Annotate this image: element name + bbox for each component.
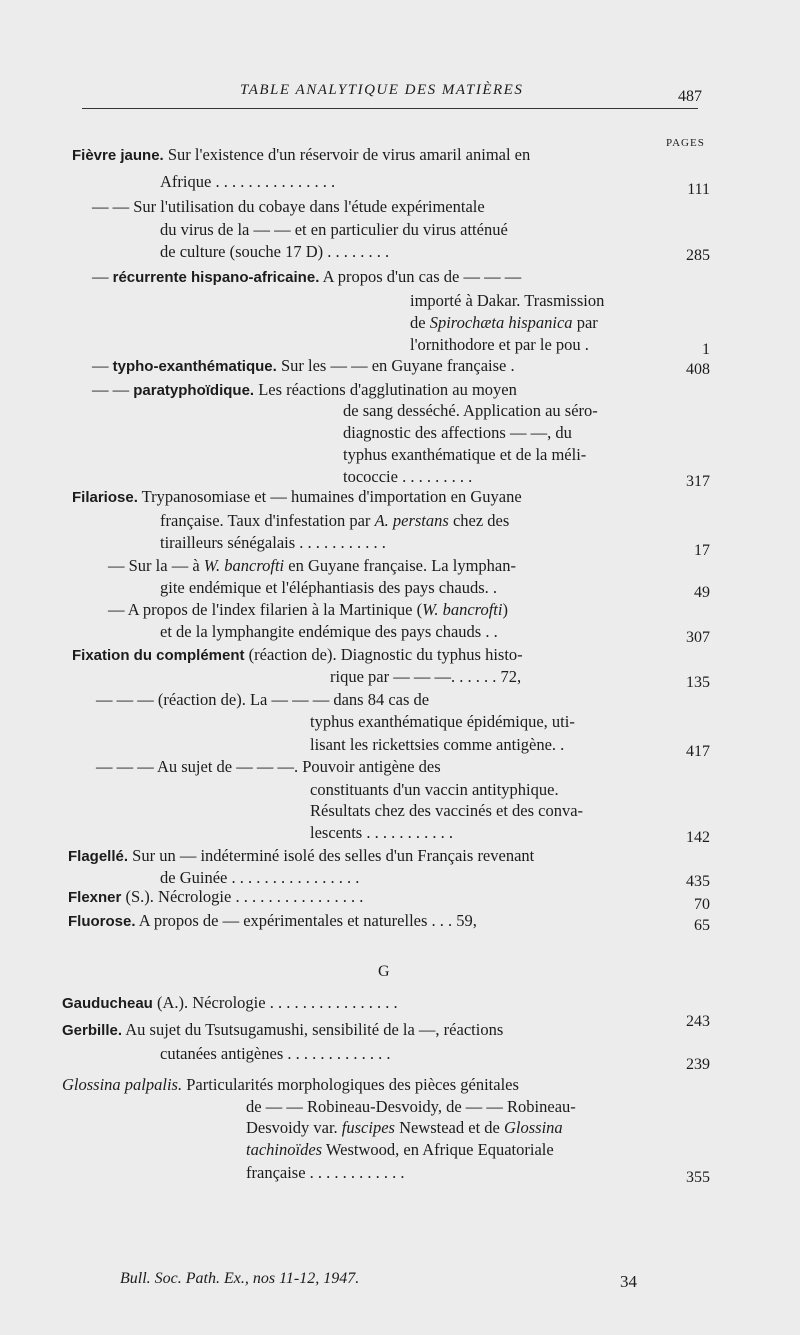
- page-ref: 435: [686, 873, 710, 890]
- dash-prefix: — —: [92, 197, 134, 216]
- entry-heading: Fluorose.: [68, 913, 136, 930]
- entry-text: Afrique . . . . . . . . . . . . . . .: [160, 172, 336, 191]
- index-line: [160, 242, 389, 262]
- page-ref: 65: [694, 917, 710, 934]
- entry-text: Résultats chez des vaccinés et des conva-: [310, 801, 584, 820]
- page-ref: 70: [694, 896, 710, 913]
- index-line: [96, 690, 429, 710]
- index-line: [96, 757, 441, 777]
- index-line: [160, 578, 497, 598]
- page-ref: 135: [686, 674, 710, 691]
- index-line: [310, 712, 575, 732]
- entry-text-cont: Newstead et de: [394, 1118, 504, 1137]
- entry-text: et de la lymphangite endémique des pays chauds . .: [160, 622, 498, 641]
- entry-heading: paratyphoïdique.: [133, 382, 255, 399]
- index-line: [108, 556, 516, 576]
- index-line: [68, 887, 363, 908]
- entry-text-cont: en Guyane française. La lymphan-: [284, 556, 516, 575]
- entry-text: constituants d'un vaccin antityphique.: [310, 780, 559, 799]
- entry-text: (réaction de). Diagnostic du typhus histo-: [244, 645, 523, 664]
- entry-text: Trypanosomiase et — humaines d'importation en Guyane: [137, 487, 522, 506]
- entry-text: rique par — — —. . . . . . 72,: [330, 667, 522, 686]
- index-line: [310, 735, 564, 755]
- entry-text-cont: ): [502, 600, 508, 619]
- entry-text: française . . . . . . . . . . . .: [246, 1163, 405, 1182]
- page-ref: 417: [686, 743, 710, 760]
- index-line: [92, 267, 521, 288]
- index-line: [410, 335, 589, 355]
- entry-italic-heading: Glossina palpalis.: [62, 1075, 183, 1094]
- page-ref: 307: [686, 629, 710, 646]
- dash-prefix: —: [108, 556, 129, 575]
- page-ref: 49: [694, 584, 710, 601]
- index-line: [62, 993, 398, 1014]
- index-line: [72, 145, 530, 166]
- entry-text: typhus exanthématique et de la méli-: [343, 445, 587, 464]
- index-line: [246, 1140, 554, 1160]
- entry-text: cutanées antigènes . . . . . . . . . . . . .: [160, 1044, 391, 1063]
- index-line: [62, 1075, 519, 1095]
- page-ref: 142: [686, 829, 710, 846]
- entry-text: de culture (souche 17 D) . . . . . . . .: [160, 242, 390, 261]
- entry-text: Westwood, en Afrique Equatoriale: [322, 1140, 554, 1159]
- entry-text: Particularités morphologiques des pièces génitales: [182, 1075, 519, 1094]
- index-line: [310, 801, 583, 821]
- dash-prefix: — — —: [96, 690, 158, 709]
- section-letter: G: [378, 963, 390, 980]
- entry-text: Desvoidy var.: [246, 1118, 342, 1137]
- entry-heading: Fièvre jaune.: [72, 147, 164, 164]
- entry-text: tococcie . . . . . . . . .: [343, 467, 473, 486]
- entry-text: de sang desséché. Application au séro-: [343, 401, 598, 420]
- entry-text: française. Taux d'infestation par: [160, 511, 375, 530]
- page-ref: 239: [686, 1056, 710, 1073]
- page-ref: 355: [686, 1169, 710, 1186]
- italic-term: A. perstans: [374, 511, 449, 530]
- index-line: [72, 645, 523, 666]
- index-line: [92, 356, 515, 377]
- page-ref: 1: [702, 341, 710, 358]
- pages-column-label: PAGES: [666, 137, 705, 149]
- dash-prefix: — — —: [96, 757, 157, 776]
- index-line: [160, 511, 509, 531]
- entry-text: typhus exanthématique épidémique, uti-: [310, 712, 575, 731]
- index-line: [310, 823, 453, 843]
- entry-text: Sur l'existence d'un réservoir de virus amaril animal en: [163, 145, 531, 164]
- entry-text: A propos d'un cas de — — —: [319, 267, 522, 286]
- index-line: [246, 1163, 405, 1183]
- index-line: [246, 1118, 563, 1138]
- index-line: [160, 172, 335, 192]
- entry-text: Au sujet du Tsutsugamushi, sensibilité de la —, réactions: [122, 1020, 504, 1039]
- entry-heading: typho-exanthématique.: [112, 358, 277, 375]
- running-header: TABLE ANALYTIQUE DES MATIÈRES: [240, 82, 524, 98]
- footer-citation: Bull. Soc. Path. Ex., nos 11-12, 1947.: [120, 1270, 360, 1287]
- index-line: [62, 1020, 503, 1041]
- italic-term: W. bancrofti: [422, 600, 503, 619]
- index-line: [108, 600, 508, 620]
- entry-text: (réaction de). La — — — dans 84 cas de: [157, 690, 430, 709]
- index-line: [330, 667, 521, 687]
- page-ref: 285: [686, 247, 710, 264]
- entry-text: l'ornithodore et par le pou .: [410, 335, 589, 354]
- index-line: [68, 911, 477, 932]
- entry-text: de: [410, 313, 430, 332]
- page-ref: 111: [687, 181, 710, 198]
- dash-prefix: —: [108, 600, 128, 619]
- index-line: [343, 423, 572, 443]
- dash-prefix: —: [92, 267, 113, 286]
- index-line: [160, 868, 359, 888]
- entry-italic-heading: tachinoïdes: [246, 1140, 323, 1159]
- entry-text: Sur les — — en Guyane française .: [276, 356, 515, 375]
- entry-text: lescents . . . . . . . . . . .: [310, 823, 453, 842]
- index-line: [160, 622, 498, 642]
- italic-term: fuscipes: [341, 1118, 395, 1137]
- index-line: [410, 291, 604, 311]
- entry-text: (S.). Nécrologie . . . . . . . . . . . . . . . .: [121, 887, 364, 906]
- page-number: 487: [678, 88, 702, 105]
- entry-text: A propos de — expérimentales et naturelles . . . 59,: [135, 911, 477, 930]
- page-ref: 17: [694, 542, 710, 559]
- index-line: [343, 401, 598, 421]
- index-line: [160, 533, 386, 553]
- index-line: [310, 780, 559, 800]
- entry-heading: Flexner: [68, 889, 122, 906]
- entry-text: lisant les rickettsies comme antigène. .: [310, 735, 565, 754]
- page-ref: 408: [686, 361, 710, 378]
- index-line: [160, 1044, 390, 1064]
- entry-text: gite endémique et l'éléphantiasis des pays chauds. .: [160, 578, 498, 597]
- entry-text: de Guinée . . . . . . . . . . . . . . . .: [160, 868, 360, 887]
- entry-heading: Gauducheau: [62, 995, 153, 1012]
- page-ref: 317: [686, 473, 710, 490]
- page-ref: 243: [686, 1013, 710, 1030]
- entry-text-cont: chez des: [448, 511, 510, 530]
- entry-text: Sur l'utilisation du cobaye dans l'étude expérimentale: [133, 197, 485, 216]
- entry-text: tirailleurs sénégalais . . . . . . . . . . .: [160, 533, 386, 552]
- entry-text: (A.). Nécrologie . . . . . . . . . . . . . . . .: [152, 993, 398, 1012]
- header-rule: [82, 108, 698, 109]
- entry-heading: récurrente hispano-africaine.: [112, 269, 320, 286]
- entry-text: Au sujet de — — —. Pouvoir antigène des: [156, 757, 441, 776]
- index-line: [68, 846, 534, 867]
- entry-heading: Filariose.: [72, 489, 138, 506]
- footer-signature: 34: [620, 1272, 637, 1291]
- index-line: [410, 313, 598, 333]
- index-line: [343, 445, 586, 465]
- index-line: [92, 197, 485, 217]
- entry-text: Sur un — indéterminé isolé des selles d'un Français revenant: [128, 846, 535, 865]
- entry-text: diagnostic des affections — —, du: [343, 423, 572, 442]
- italic-term: W. bancrofti: [203, 556, 285, 575]
- dash-prefix: — —: [92, 380, 134, 399]
- entry-text: A propos de l'index filarien à la Martinique (: [127, 600, 423, 619]
- entry-text: Sur la — à: [128, 556, 204, 575]
- entry-text: du virus de la — — et en particulier du virus atténué: [160, 220, 508, 239]
- index-line: [343, 467, 472, 487]
- entry-text: Les réactions d'agglutination au moyen: [254, 380, 517, 399]
- italic-term-2: Glossina: [504, 1118, 563, 1137]
- entry-text-cont: par: [572, 313, 598, 332]
- index-line: [160, 220, 508, 240]
- italic-term: Spirochæta hispanica: [429, 313, 573, 332]
- dash-prefix: —: [92, 356, 113, 375]
- index-line: [246, 1097, 576, 1117]
- entry-heading: Gerbille.: [62, 1022, 123, 1039]
- entry-text: importé à Dakar. Trasmission: [410, 291, 605, 310]
- entry-heading: Fixation du complément: [72, 647, 245, 664]
- entry-heading: Flagellé.: [68, 848, 129, 865]
- entry-text: de — — Robineau-Desvoidy, de — — Robineau-: [246, 1097, 576, 1116]
- index-line: [92, 380, 517, 401]
- index-line: [72, 487, 522, 508]
